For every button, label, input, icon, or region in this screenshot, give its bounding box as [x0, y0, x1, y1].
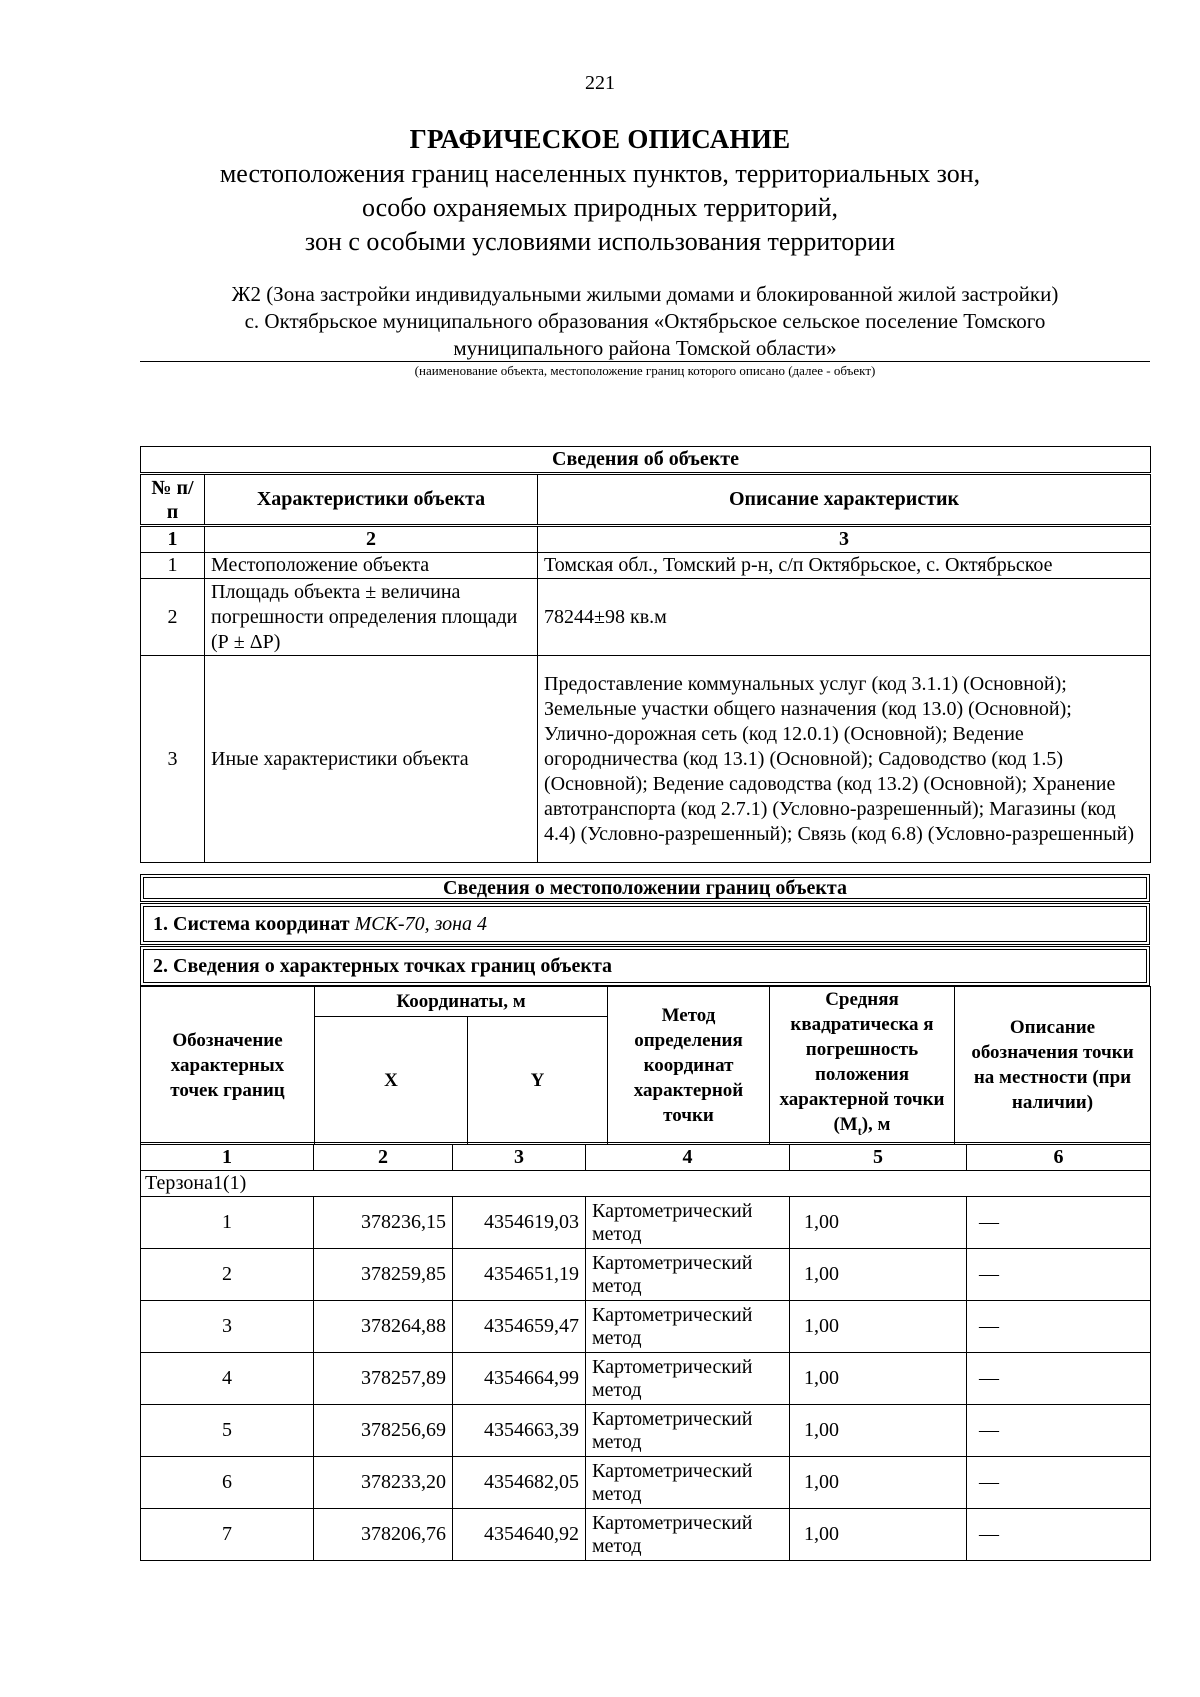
- table-row: [141, 1457, 1151, 1509]
- header-method: Метод определения координат характерной точки: [608, 987, 770, 1145]
- object-name-line: Ж2 (Зона застройки индивидуальными жилыми домами и блокированной жилой застройки): [231, 282, 1059, 306]
- point-number: 3: [141, 1301, 314, 1353]
- point-x: 378259,85: [314, 1249, 453, 1301]
- object-name-line: с. Октябрьское муниципального образования «Октябрьское сельское поселение Томского: [244, 309, 1046, 333]
- col-number: 5: [790, 1144, 967, 1171]
- point-description: —: [967, 1249, 1151, 1301]
- location-section-title: Сведения о местоположении границ объекта: [140, 874, 1150, 902]
- table-row: [141, 1301, 1151, 1353]
- point-method: Картометрический метод: [586, 1509, 790, 1561]
- row-description: Предоставление коммунальных услуг (код 3.1.1) (Основной); Земельные участки общего назначения (код 13.0) (Основной); Улично-дорожная сеть (код 12.0.1) (Основной); Ведение огородничества (код 13.1) (Основной); Садоводство (код 1.5) (Основной); Ведение садоводства (код 13.2) (Основной); Хранение автотранспорта (код 2.7.1) (Условно-разрешенный); Магазины (код 4.4) (Условно-разрешенный); Связь (код 6.8) (Условно-разрешенный): [538, 656, 1151, 863]
- point-method: Картометрический метод: [586, 1301, 790, 1353]
- object-name-line: муниципального района Томской области»: [453, 336, 837, 360]
- table-row: [141, 1249, 1151, 1301]
- header-description: Описание обозначения точки на местности (при наличии): [955, 987, 1151, 1145]
- point-error: 1,00: [790, 1509, 967, 1561]
- points-table: [140, 1142, 1151, 1561]
- header-x: X: [315, 1017, 468, 1144]
- point-error: 1,00: [790, 1457, 967, 1509]
- object-info-section-title: Сведения об объекте: [141, 447, 1151, 474]
- object-info-table: [140, 446, 1151, 863]
- point-description: —: [967, 1457, 1151, 1509]
- header-y: Y: [468, 1017, 608, 1144]
- subtitle-line: особо охраняемых природных территорий,: [362, 193, 838, 222]
- row-description: 78244±98 кв.м: [538, 579, 1151, 656]
- point-x: 378257,89: [314, 1353, 453, 1405]
- point-x: 378264,88: [314, 1301, 453, 1353]
- row-num: 1: [141, 553, 205, 579]
- point-method: Картометрический метод: [586, 1353, 790, 1405]
- point-description: —: [967, 1197, 1151, 1249]
- coord-system-label: 1. Система координат: [153, 913, 350, 935]
- table-row: [141, 656, 1151, 863]
- point-description: —: [967, 1301, 1151, 1353]
- table-row: [141, 1197, 1151, 1249]
- point-number: 4: [141, 1353, 314, 1405]
- coord-system-value: МСК-70, зона 4: [354, 913, 488, 935]
- point-x: 378206,76: [314, 1509, 453, 1561]
- point-method: Картометрический метод: [586, 1457, 790, 1509]
- row-characteristic: Местоположение объекта: [205, 553, 538, 579]
- object-caption: (наименование объекта, местоположение границ которого описано (далее - объект): [414, 363, 876, 378]
- row-num: 2: [141, 579, 205, 656]
- header-error-subscript: t: [857, 1123, 862, 1138]
- document-title: ГРАФИЧЕСКОЕ ОПИСАНИЕ: [409, 124, 791, 154]
- points-section-title: 2. Сведения о характерных точках границ объекта: [140, 946, 1150, 986]
- header-description: Описание характеристик: [538, 474, 1151, 526]
- row-num: 3: [141, 656, 205, 863]
- points-header-table: [140, 986, 1151, 1145]
- point-y: 4354619,03: [453, 1197, 586, 1249]
- col-number: 2: [205, 526, 538, 553]
- point-error: 1,00: [790, 1197, 967, 1249]
- col-number: 1: [141, 526, 205, 553]
- coordinate-system: [140, 903, 1150, 945]
- point-description: —: [967, 1509, 1151, 1561]
- header-coordinates: Координаты, м: [315, 987, 608, 1017]
- document-subtitle: [0, 157, 1200, 259]
- object-name: [140, 281, 1150, 362]
- point-x: 378256,69: [314, 1405, 453, 1457]
- point-number: 5: [141, 1405, 314, 1457]
- point-method: Картометрический метод: [586, 1405, 790, 1457]
- point-number: 7: [141, 1509, 314, 1561]
- point-x: 378233,20: [314, 1457, 453, 1509]
- zone-label: Терзона1(1): [141, 1171, 1151, 1197]
- point-error: 1,00: [790, 1353, 967, 1405]
- col-number: 4: [586, 1144, 790, 1171]
- point-y: 4354651,19: [453, 1249, 586, 1301]
- col-number: 3: [538, 526, 1151, 553]
- point-y: 4354663,39: [453, 1405, 586, 1457]
- object-underline: [140, 361, 1150, 362]
- subtitle-line: местоположения границ населенных пунктов, территориальных зон,: [219, 159, 981, 188]
- page-number: 221: [585, 72, 615, 94]
- point-method: Картометрический метод: [586, 1249, 790, 1301]
- table-row: [141, 1509, 1151, 1561]
- table-row: [141, 553, 1151, 579]
- point-y: 4354664,99: [453, 1353, 586, 1405]
- point-error: 1,00: [790, 1249, 967, 1301]
- point-number: 2: [141, 1249, 314, 1301]
- subtitle-line: зон с особыми условиями использования территории: [304, 227, 896, 256]
- point-error: 1,00: [790, 1405, 967, 1457]
- header-num: № п/п: [141, 474, 205, 526]
- table-row: [141, 579, 1151, 656]
- col-number: 1: [141, 1144, 314, 1171]
- point-rows: [141, 1197, 1151, 1561]
- header-error: [770, 987, 955, 1145]
- row-characteristic: Иные характеристики объекта: [205, 656, 538, 863]
- col-number: 3: [453, 1144, 586, 1171]
- header-designation: Обозначение характерных точек границ: [141, 987, 315, 1145]
- point-y: 4354640,92: [453, 1509, 586, 1561]
- point-description: —: [967, 1353, 1151, 1405]
- point-method: Картометрический метод: [586, 1197, 790, 1249]
- point-error: 1,00: [790, 1301, 967, 1353]
- point-number: 6: [141, 1457, 314, 1509]
- point-x: 378236,15: [314, 1197, 453, 1249]
- table-row: [141, 1405, 1151, 1457]
- table-row: [141, 1353, 1151, 1405]
- header-error-text: Средняя квадратическа я погрешность положения характерной точки (М: [779, 989, 945, 1135]
- header-characteristic: Характеристики объекта: [205, 474, 538, 526]
- row-description: Томская обл., Томский р-н, с/п Октябрьское, с. Октябрьское: [538, 553, 1151, 579]
- col-number: 6: [967, 1144, 1151, 1171]
- point-y: 4354682,05: [453, 1457, 586, 1509]
- point-y: 4354659,47: [453, 1301, 586, 1353]
- header-error-tail: ), м: [861, 1114, 891, 1135]
- row-characteristic: Площадь объекта ± величина погрешности определения площади (Р ± ΔР): [205, 579, 538, 656]
- point-description: —: [967, 1405, 1151, 1457]
- col-number: 2: [314, 1144, 453, 1171]
- point-number: 1: [141, 1197, 314, 1249]
